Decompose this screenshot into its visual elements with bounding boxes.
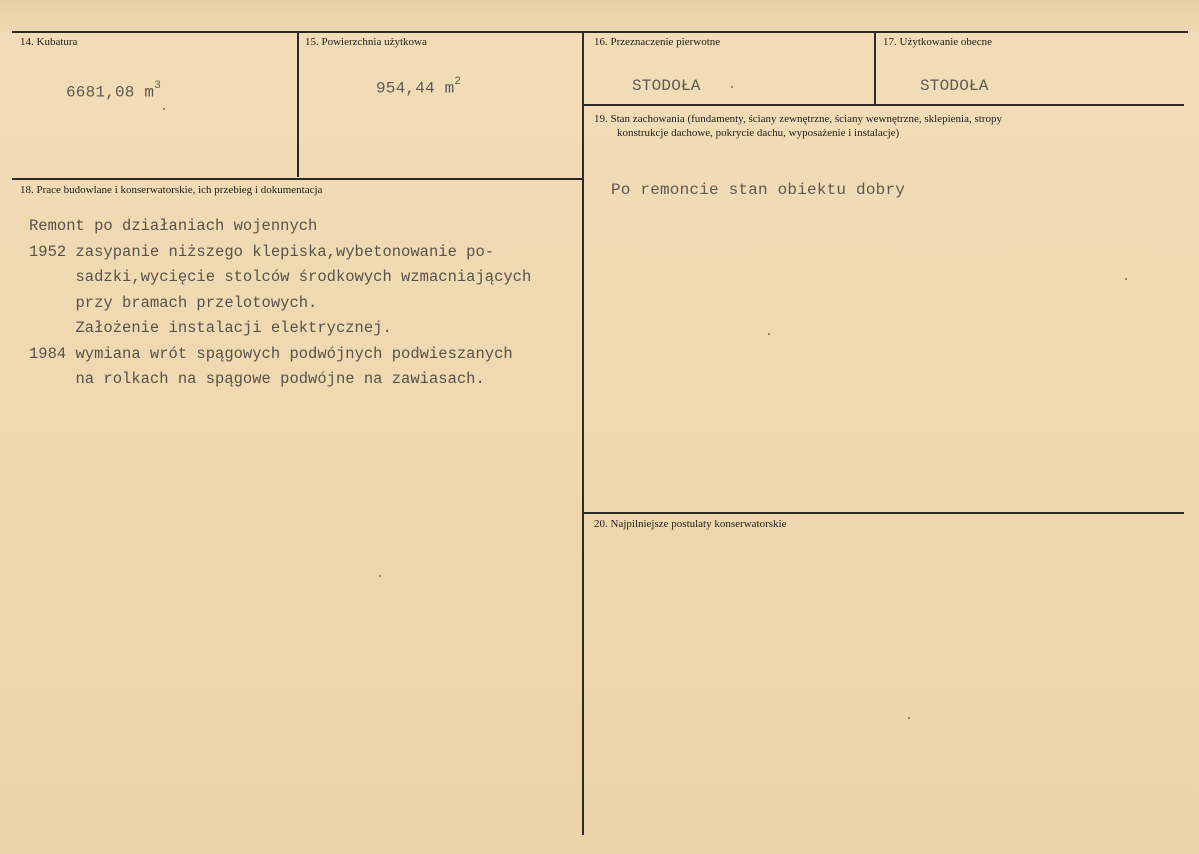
field-20-label: 20. Najpilniejsze postulaty konserwatorskie [594, 518, 787, 530]
top-rule [12, 31, 1188, 33]
rule-above-18 [12, 178, 583, 180]
field-15-number: 954,44 m [376, 79, 455, 98]
field-15-value [376, 78, 461, 97]
field-18-line: przy bramach przelotowych. [29, 293, 318, 312]
center-divider [582, 32, 584, 835]
paper-speck [379, 575, 381, 577]
field-18-label: 18. Prace budowlane i konserwatorskie, ich przebieg i dokumentacja [20, 184, 323, 196]
field-18-line: na rolkach na spągowe podwójne na zawiasach. [29, 370, 485, 388]
field-14-number: 6681,08 m [66, 83, 155, 102]
field-15-label: 15. Powierzchnia użytkowa [305, 36, 427, 48]
field-18-line: Remont po działaniach wojennych [29, 217, 318, 235]
card-top-edge [0, 0, 1199, 32]
field-18-line: 1952 zasypanie niższego klepiska,wybetonowanie po- [29, 242, 495, 261]
field-18-line: Założenie instalacji elektrycznej. [29, 319, 392, 337]
field-19-label-line2: konstrukcje dachowe, pokrycie dachu, wyposażenie i instalacje) [617, 127, 900, 139]
field-14-unit-exponent: 3 [154, 80, 162, 92]
rule-above-19 [584, 104, 1184, 106]
field-19-value: Po remoncie stan obiektu dobry [611, 181, 906, 199]
paper-speck [163, 108, 165, 110]
divider-14-15 [297, 32, 299, 177]
field-16-label: 16. Przeznaczenie pierwotne [594, 36, 721, 48]
field-18-line: 1984 wymiana wrót spągowych podwójnych podwieszanych [29, 344, 513, 363]
field-16-value: STODOŁA [632, 77, 701, 95]
field-15-unit-exponent: 2 [454, 76, 462, 88]
field-14-label: 14. Kubatura [20, 36, 78, 48]
field-18-line: sadzki,wycięcie stolców środkowych wzmacniających [29, 268, 532, 286]
field-19-label-line1: 19. Stan zachowania (fundamenty, ściany zewnętrzne, ściany wewnętrzne, sklepienia, stropy [594, 113, 1002, 125]
field-17-label: 17. Użytkowanie obecne [883, 36, 993, 48]
divider-16-17 [874, 32, 876, 104]
rule-above-20 [584, 512, 1184, 514]
paper-speck [908, 717, 910, 719]
field-14-value [66, 82, 161, 101]
field-17-value: STODOŁA [920, 77, 989, 95]
field-18-text [29, 214, 531, 393]
paper-speck [1125, 278, 1127, 280]
paper-speck [731, 86, 733, 88]
paper-speck [768, 333, 770, 335]
